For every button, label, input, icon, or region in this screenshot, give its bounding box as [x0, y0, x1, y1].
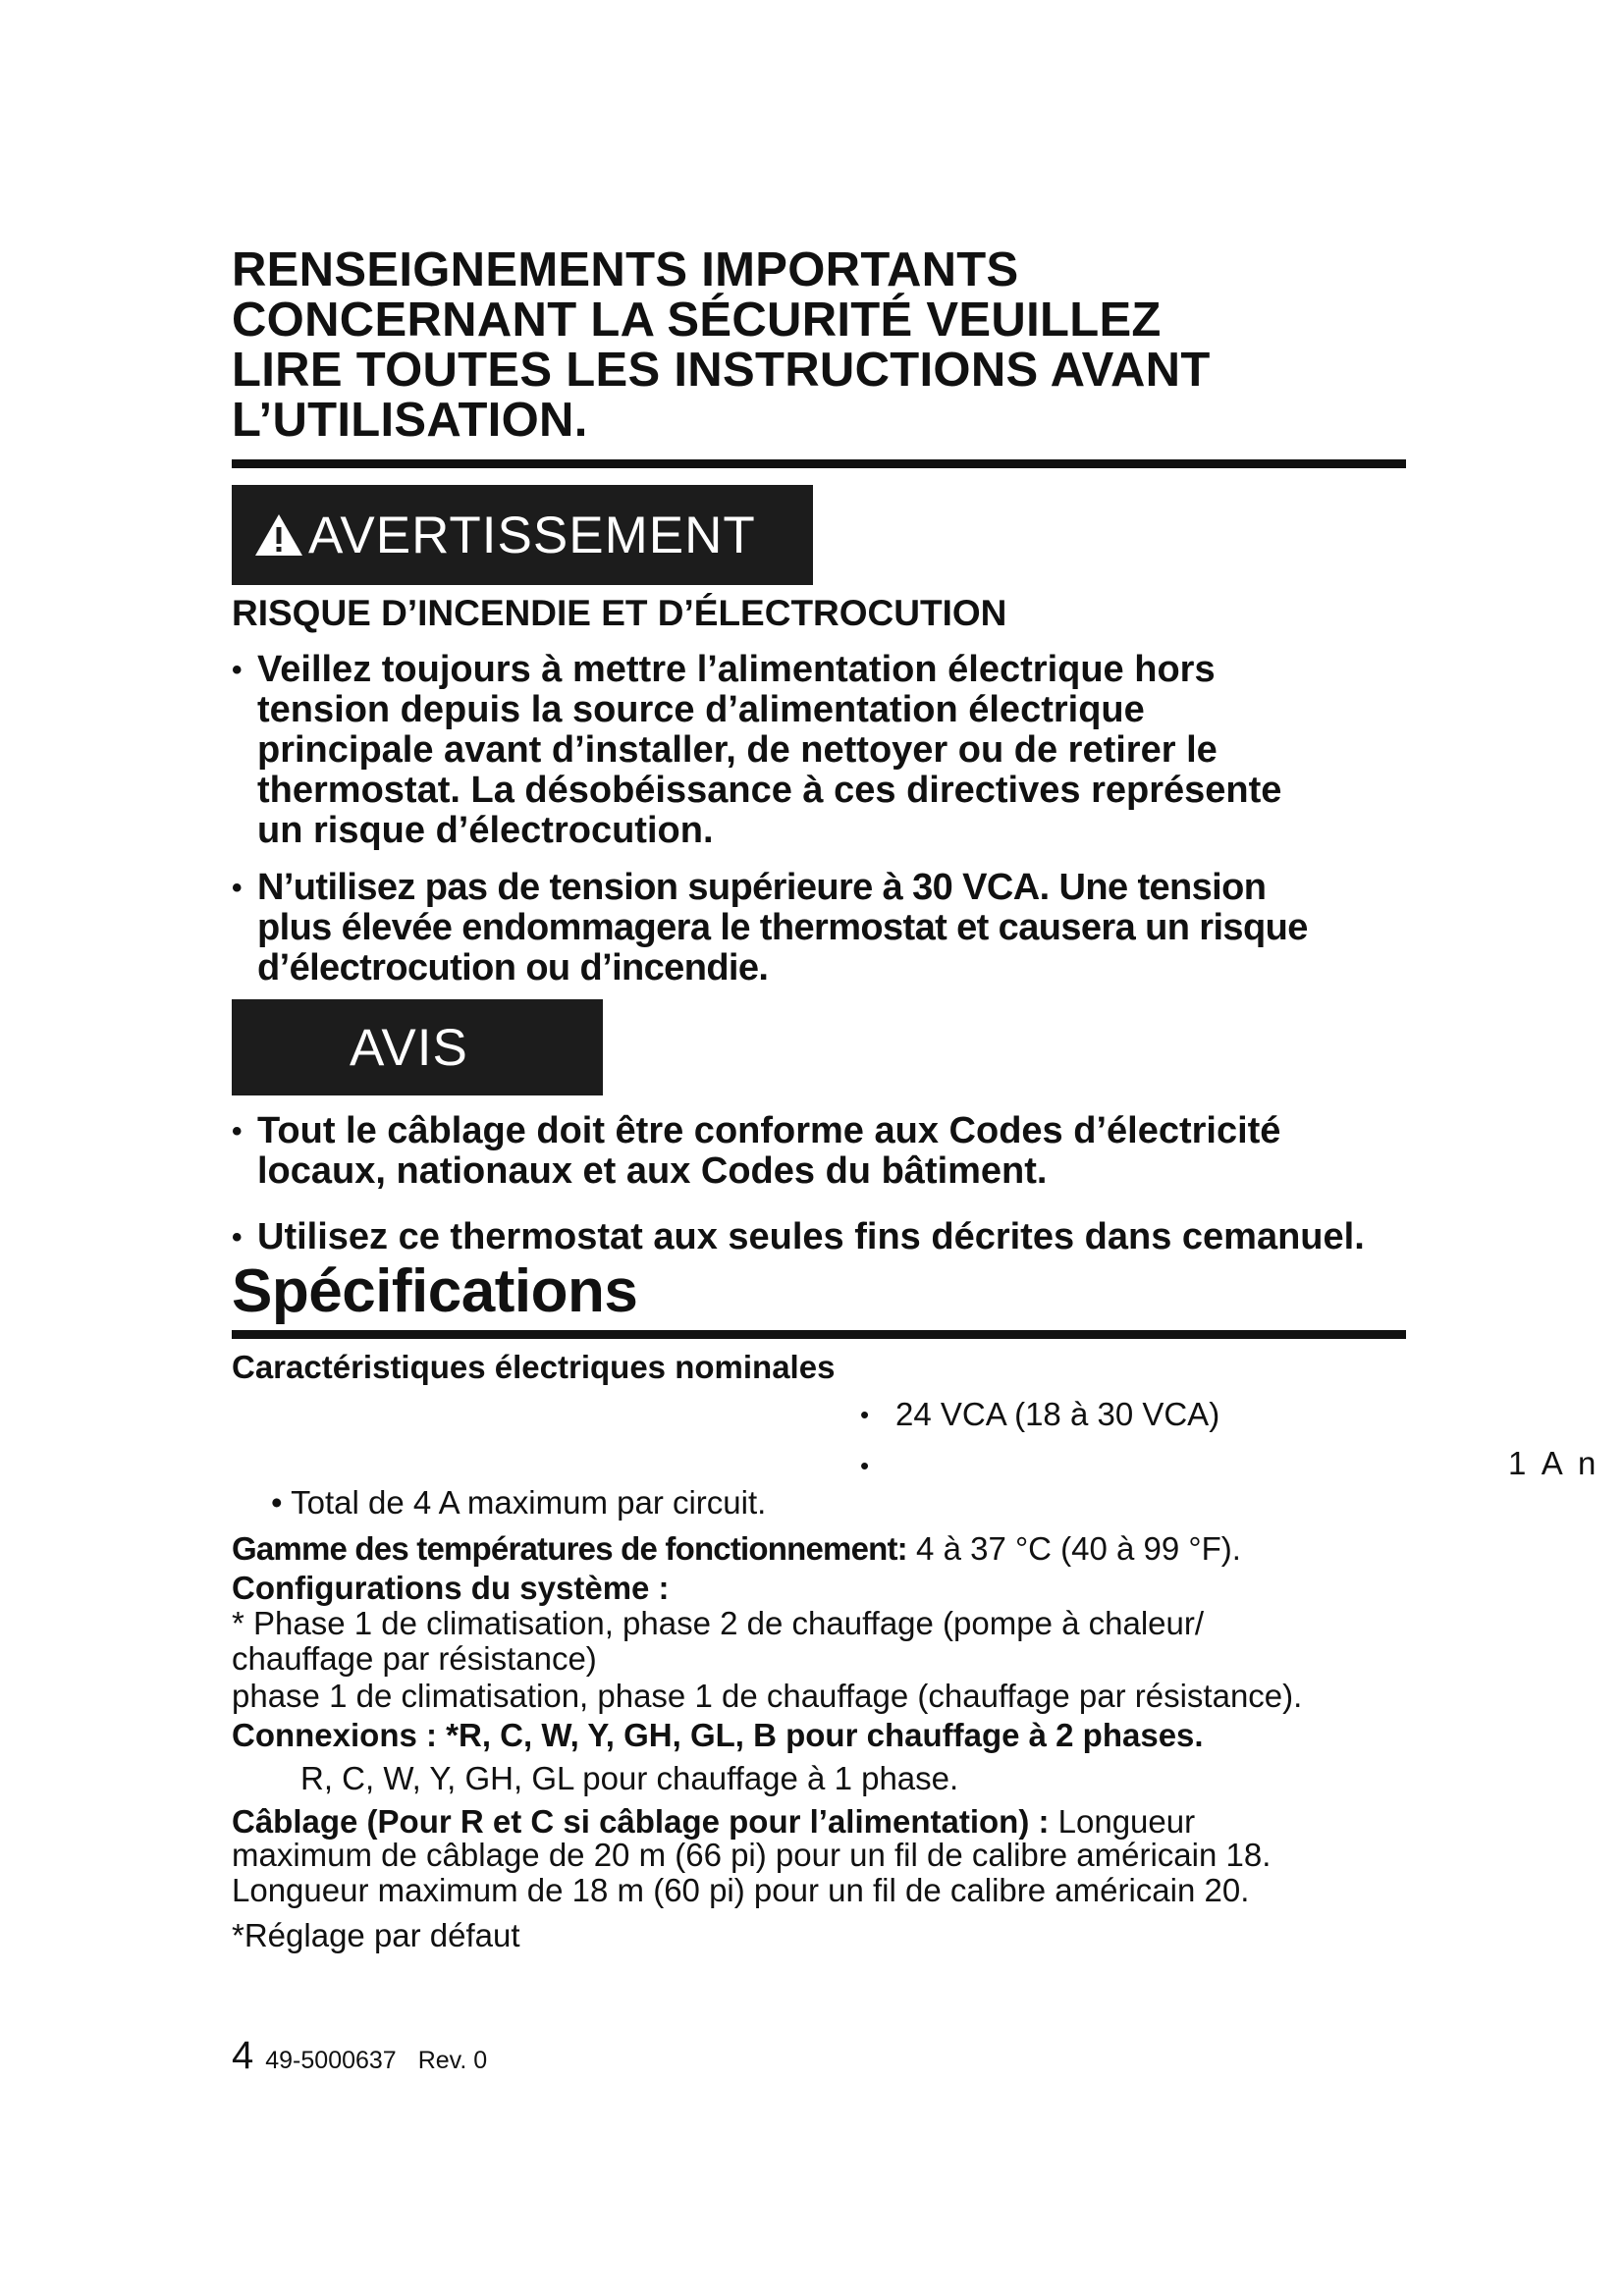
rating-voltage: 24 VCA (18 à 30 VCA): [895, 1396, 1220, 1432]
bullet-dot: •: [232, 654, 243, 686]
bullet-dot: •: [232, 872, 243, 904]
bullet-line: tension depuis la source d’alimentation électrique: [257, 689, 1145, 730]
notice-bullet: [232, 1217, 1365, 1257]
safety-title: [232, 245, 1410, 446]
title-divider: [232, 459, 1406, 468]
config-line: chauffage par résistance): [232, 1640, 597, 1677]
rating-current: 1 A n: [1508, 1445, 1600, 1481]
bullet-line: un risque d’électrocution.: [257, 810, 714, 851]
notice-label: AVIS: [350, 1018, 468, 1077]
config-heading: [232, 1571, 670, 1606]
spec-divider: [232, 1330, 1406, 1339]
bullet-dot: •: [860, 1451, 870, 1480]
bullet-line: d’électrocution ou d’incendie.: [257, 947, 769, 988]
notice-banner: [232, 999, 603, 1095]
bullet-line: principale avant d’installer, de nettoyer ou de retirer le: [257, 729, 1218, 771]
title-line: CONCERNANT LA SÉCURITÉ VEUILLEZ: [232, 294, 1162, 347]
title-line: L’UTILISATION.: [232, 394, 588, 447]
notice-bullet: [232, 1111, 1280, 1192]
warning-bullet: [232, 650, 1281, 851]
bullet-dot: •: [860, 1400, 870, 1429]
config-line: * Phase 1 de climatisation, phase 2 de chauffage (pompe à chaleur/: [232, 1605, 1205, 1641]
page-footer: [232, 2034, 487, 2078]
wiring-detail: Longueur maximum de 18 m (60 pi) pour un fil de calibre américain 20.: [232, 1872, 1250, 1908]
bullet-line: N’utilisez pas de tension supérieure à 30 VCA. Une tension: [257, 867, 1267, 908]
bullet-line: Veillez toujours à mettre l’alimentation électrique hors: [257, 649, 1216, 690]
wiring-line: [232, 1804, 1195, 1840]
bullet-line: plus élevée endommagera le thermostat et causera un risque: [257, 907, 1308, 948]
wiring-label: Câblage (Pour R et C si câblage pour l’alimentation) :: [232, 1803, 1050, 1840]
connections-label: Connexions : *R, C, W, Y, GH, GL, B pour chauffage à 2 phases.: [232, 1717, 1204, 1753]
revision: Rev. 0: [417, 2047, 488, 2074]
warning-bullet: [232, 868, 1308, 988]
connections-line: [232, 1718, 1204, 1753]
hazard-subheading: RISQUE D’INCENDIE ET D’ÉLECTROCUTION: [232, 593, 1007, 633]
wiring-detail: maximum de câblage de 20 m (66 pi) pour un fil de calibre américain 18.: [232, 1837, 1272, 1873]
title-line: LIRE TOUTES LES INSTRUCTIONS AVANT: [232, 344, 1211, 397]
specifications-heading: Spécifications: [232, 1257, 638, 1325]
bullet-line: Utilisez ce thermostat aux seules fins décrites dans cemanuel.: [257, 1216, 1365, 1257]
ratings-heading: Caractéristiques électriques nominales: [232, 1349, 836, 1385]
bullet-dot: •: [232, 1115, 243, 1148]
warning-triangle-icon: [253, 512, 304, 558]
document-code: 49-5000637: [265, 2047, 397, 2074]
page-number: 4: [232, 2034, 254, 2077]
rating-total: • Total de 4 A maximum par circuit.: [271, 1484, 767, 1521]
bullet-line: thermostat. La désobéissance à ces directives représente: [257, 770, 1282, 811]
warning-label: AVERTISSEMENT: [308, 506, 756, 564]
bullet-line: Tout le câblage doit être conforme aux Codes d’électricité: [257, 1110, 1281, 1151]
default-note: *Réglage par défaut: [232, 1917, 520, 1953]
connections-single-stage: R, C, W, Y, GH, GL pour chauffage à 1 phase.: [300, 1760, 959, 1796]
bullet-dot: •: [232, 1221, 243, 1254]
config-line: phase 1 de climatisation, phase 1 de chauffage (chauffage par résistance).: [232, 1678, 1303, 1714]
title-line: RENSEIGNEMENTS IMPORTANTS: [232, 243, 1019, 296]
temperature-label: Gamme des températures de fonctionnement:: [232, 1530, 907, 1567]
bullet-line: locaux, nationaux et aux Codes du bâtiment.: [257, 1150, 1048, 1192]
config-label: Configurations du système :: [232, 1570, 670, 1606]
temperature-range: [232, 1531, 1241, 1567]
warning-banner: [232, 485, 813, 585]
temperature-value: 4 à 37 °C (40 à 99 °F).: [906, 1530, 1241, 1567]
wiring-value: Longueur: [1049, 1803, 1196, 1840]
